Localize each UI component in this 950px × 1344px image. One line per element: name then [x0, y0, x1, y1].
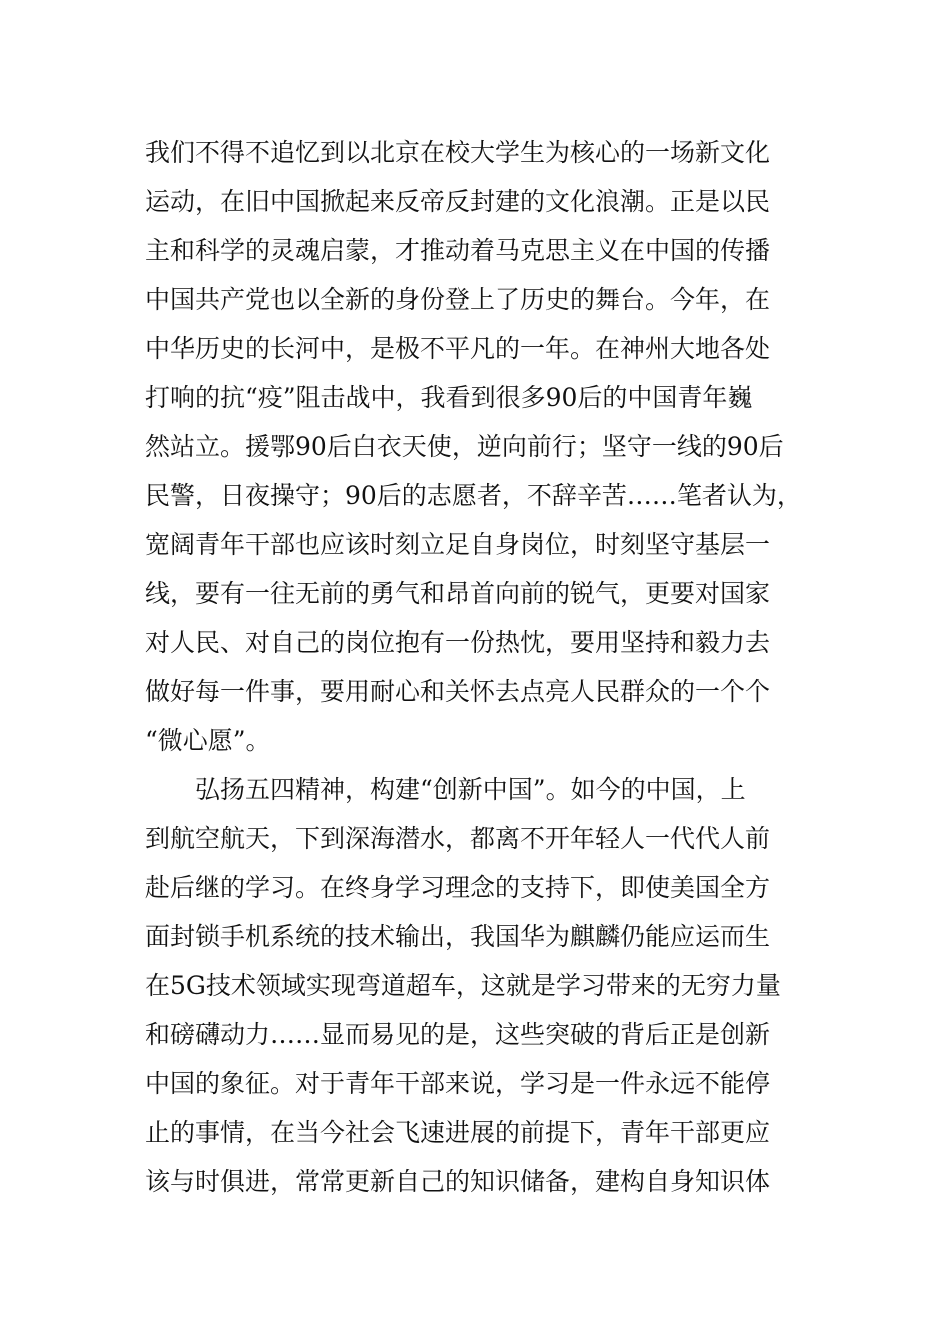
text-line: 中华历史的长河中，是极不平凡的一年。在神州大地各处: [145, 334, 771, 363]
text-line: 打响的抗“疫”阻击战中，我看到很多90后的中国青年巍: [145, 383, 753, 412]
text-line: 止的事情，在当今社会飞速进展的前提下，青年干部更应: [145, 1118, 771, 1147]
text-line: 和磅礴动力……显而易见的是，这些突破的背后正是创新: [145, 1020, 771, 1049]
text-line: 该与时俱进，常常更新自己的知识储备，建构自身知识体: [145, 1167, 771, 1196]
text-line: 主和科学的灵魂启蒙，才推动着马克思主义在中国的传播: [145, 236, 771, 265]
text-line: 做好每一件事，要用耐心和关怀去点亮人民群众的一个个: [145, 677, 771, 706]
text-line: 民警，日夜操守；90后的志愿者，不辞辛苦……笔者认为，: [145, 481, 802, 510]
body-text: [145, 128, 815, 1206]
text-line: 运动，在旧中国掀起来反帝反封建的文化浪潮。正是以民: [145, 187, 771, 216]
text-line: 中国的象征。对于青年干部来说，学习是一件永远不能停: [145, 1069, 771, 1098]
text-line: 然站立。援鄂90后白衣天使，逆向前行；坚守一线的90后: [145, 432, 784, 461]
text-line: 线，要有一往无前的勇气和昂首向前的锐气，更要对国家: [145, 579, 771, 608]
text-line: 面封锁手机系统的技术输出，我国华为麒麟仍能应运而生: [145, 922, 771, 951]
text-line: 在5G技术领域实现弯道超车，这就是学习带来的无穷力量: [145, 971, 781, 1000]
text-line: 对人民、对自己的岗位抱有一份热忱，要用坚持和毅力去: [145, 628, 771, 657]
text-line: 我们不得不追忆到以北京在校大学生为核心的一场新文化: [145, 138, 771, 167]
paragraph-start-line: 弘扬五四精神，构建“创新中国”。如今的中国，上: [195, 775, 746, 804]
text-line: “微心愿”。: [145, 726, 271, 755]
text-line: 中国共产党也以全新的身份登上了历史的舞台。今年，在: [145, 285, 771, 314]
text-line: 赴后继的学习。在终身学习理念的支持下，即使美国全方: [145, 873, 771, 902]
text-line: 到航空航天，下到深海潜水，都离不开年轻人一代代人前: [145, 824, 771, 853]
text-line: 宽阔青年干部也应该时刻立足自身岗位，时刻坚守基层一: [145, 530, 771, 559]
